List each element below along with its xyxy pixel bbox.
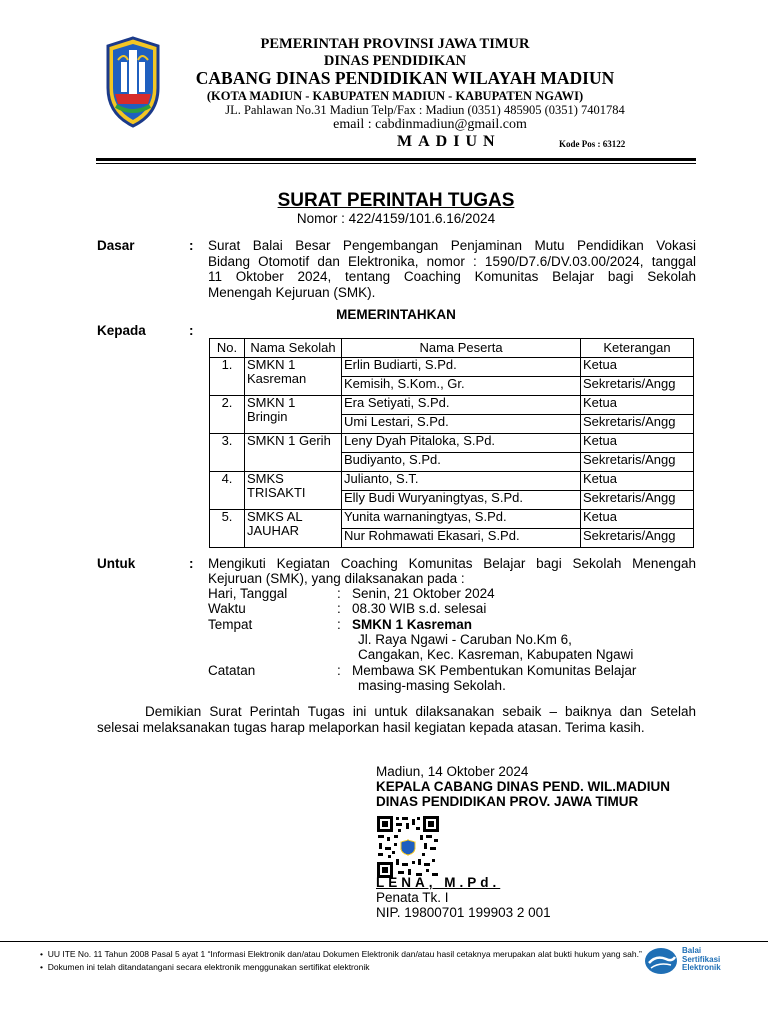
- dasar-label: Dasar: [97, 238, 135, 253]
- signature-name: LENA, M.Pd.: [376, 875, 501, 890]
- footer-note2: [40, 962, 369, 972]
- catatan-line2: masing-masing Sekolah.: [358, 678, 506, 693]
- document-title: SURAT PERINTAH TUGAS: [277, 190, 515, 211]
- participants-table: [209, 338, 694, 548]
- signature-place-date: Madiun, 14 Oktober 2024: [376, 764, 529, 779]
- hari-colon: :: [337, 586, 341, 601]
- table-row: [210, 472, 694, 491]
- closing-line2: selesai melaksanakan tugas harap melaporkan hasil kegiatan kepada atasan. Terima kasih.: [97, 720, 645, 735]
- tempat-name: SMKN 1 Kasreman: [352, 617, 473, 632]
- row-participant: Budiyanto, S.Pd.: [342, 453, 581, 472]
- bullet-icon: •: [40, 949, 48, 959]
- header-no: No.: [210, 339, 245, 358]
- row-participant: Leny Dyah Pitaloka, S.Pd.: [342, 434, 581, 453]
- row-role: Sekretaris/Angg: [581, 415, 694, 434]
- untuk-line1: Mengikuti Kegiatan Coaching Komunitas Belajar bagi Sekolah Menengah: [208, 556, 696, 571]
- qr-code-icon: [376, 815, 440, 879]
- header-keterangan: Keterangan: [581, 339, 694, 358]
- footer-note1-text: UU ITE No. 11 Tahun 2008 Pasal 5 ayat 1 “Informasi Elektronik dan/atau Dokumen Elektronik dan/atau hasil cetaknya merupakan alat bukti hukum yang sah.”: [47, 949, 642, 959]
- waktu-value: 08.30 WIB s.d. selesai: [352, 601, 487, 616]
- dasar-text: [208, 238, 696, 300]
- bsre-logo-icon: [644, 946, 678, 976]
- letterhead-email: email : cabdinmadiun@gmail.com: [333, 117, 527, 132]
- row-school: SMKN 1 Bringin: [245, 396, 342, 434]
- table-header-row: [210, 339, 694, 358]
- letterhead-address: JL. Pahlawan No.31 Madiun Telp/Fax : Madiun (0351) 485905 (0351) 7401784: [225, 103, 625, 117]
- row-no: 4.: [210, 472, 245, 510]
- tempat-address1: Jl. Raya Ngawi - Caruban No.Km 6,: [358, 632, 572, 647]
- tempat-colon: :: [337, 617, 341, 632]
- row-role: Sekretaris/Angg: [581, 529, 694, 548]
- row-school: SMKN 1 Gerih: [245, 434, 342, 472]
- closing-line1: Demikian Surat Perintah Tugas ini untuk dilaksanakan sebaik – baiknya dan Setelah: [145, 704, 696, 719]
- catatan-label: Catatan: [208, 663, 256, 678]
- row-participant: Era Setiyati, S.Pd.: [342, 396, 581, 415]
- hari-label: Hari, Tanggal: [208, 586, 288, 601]
- row-school: SMKN 1 Kasreman: [245, 358, 342, 396]
- row-role: Ketua: [581, 472, 694, 491]
- bsre-line2: Sertifikasi: [682, 954, 721, 964]
- table-row: [210, 434, 694, 453]
- table-row: [210, 396, 694, 415]
- row-no: 2.: [210, 396, 245, 434]
- row-participant: Erlin Budiarti, S.Pd.: [342, 358, 581, 377]
- table-row: [210, 510, 694, 529]
- catatan-colon: :: [337, 663, 341, 678]
- row-participant: Kemisih, S.Kom., Gr.: [342, 377, 581, 396]
- dasar-line: 11 Oktober 2024, tentang Coaching Komunitas Belajar bagi Sekolah: [208, 269, 696, 284]
- footer-rule: [0, 941, 768, 942]
- footer-note1: [40, 949, 642, 959]
- row-participant: Umi Lestari, S.Pd.: [342, 415, 581, 434]
- dasar-colon: :: [189, 238, 194, 253]
- letterhead-rule-thin: [96, 163, 696, 164]
- row-role: Ketua: [581, 358, 694, 377]
- bsre-line1: Balai: [682, 946, 702, 955]
- provincial-emblem: [104, 36, 162, 128]
- dasar-line: Menengah Kejuruan (SMK).: [208, 284, 376, 300]
- table-row: [210, 358, 694, 377]
- row-role: Sekretaris/Angg: [581, 377, 694, 396]
- letterhead-line3: CABANG DINAS PENDIDIKAN WILAYAH MADIUN: [195, 68, 615, 88]
- untuk-line2: Kejuruan (SMK), yang dilaksanakan pada :: [208, 571, 465, 586]
- row-school: SMKS TRISAKTI: [245, 472, 342, 510]
- tempat-label: Tempat: [208, 617, 253, 632]
- letterhead-line2: DINAS PENDIDIKAN: [323, 53, 467, 69]
- untuk-label: Untuk: [97, 556, 136, 571]
- row-role: Ketua: [581, 510, 694, 529]
- dasar-line: Surat Balai Besar Pengembangan Penjaminan Mutu Pendidikan Vokasi: [208, 238, 696, 253]
- kepada-label: Kepada: [97, 323, 146, 338]
- row-role: Ketua: [581, 434, 694, 453]
- row-role: Ketua: [581, 396, 694, 415]
- signature-position2: DINAS PENDIDIKAN PROV. JAWA TIMUR: [376, 794, 639, 809]
- catatan-line1: Membawa SK Pembentukan Komunitas Belajar: [352, 663, 637, 678]
- header-sekolah: Nama Sekolah: [245, 339, 342, 358]
- letterhead-city: MADIUN: [397, 133, 501, 150]
- bullet-icon: •: [40, 962, 48, 972]
- kepada-colon: :: [189, 323, 194, 338]
- signature-rank: Penata Tk. I: [376, 890, 449, 905]
- waktu-colon: :: [337, 601, 341, 616]
- bsre-line3: Elektronik: [682, 963, 721, 972]
- row-participant: Julianto, S.T.: [342, 472, 581, 491]
- row-role: Sekretaris/Angg: [581, 453, 694, 472]
- waktu-label: Waktu: [208, 601, 246, 616]
- row-participant: Nur Rohmawati Ekasari, S.Pd.: [342, 529, 581, 548]
- row-no: 5.: [210, 510, 245, 548]
- row-no: 1.: [210, 358, 245, 396]
- row-participant: Elly Budi Wuryaningtyas, S.Pd.: [342, 491, 581, 510]
- letterhead-line4: (KOTA MADIUN - KABUPATEN MADIUN - KABUPATEN NGAWI): [206, 89, 584, 103]
- bsre-label: [682, 947, 721, 973]
- row-participant: Yunita warnaningtyas, S.Pd.: [342, 510, 581, 529]
- hari-value: Senin, 21 Oktober 2024: [352, 586, 495, 601]
- letterhead-postal-code: Kode Pos : 63122: [559, 139, 626, 149]
- row-no: 3.: [210, 434, 245, 472]
- letterhead-line1: PEMERINTAH PROVINSI JAWA TIMUR: [260, 36, 530, 52]
- document-number: Nomor : 422/4159/101.6.16/2024: [296, 211, 496, 226]
- signature-position1: KEPALA CABANG DINAS PEND. WIL.MADIUN: [376, 779, 670, 794]
- footer-note2-text: Dokumen ini telah ditandatangani secara elektronik menggunakan sertifikat elektronik: [47, 962, 370, 972]
- letterhead-rule-thick: [96, 158, 696, 161]
- dasar-line: Bidang Otomotif dan Elektronika, nomor : 1590/D7.6/DV.03.00/2024, tanggal: [208, 253, 696, 269]
- memerintahkan-heading: MEMERINTAHKAN: [336, 307, 456, 322]
- signature-nip: NIP. 19800701 199903 2 001: [376, 905, 551, 920]
- untuk-colon: :: [189, 556, 194, 571]
- header-peserta: Nama Peserta: [342, 339, 581, 358]
- row-role: Sekretaris/Angg: [581, 491, 694, 510]
- tempat-address2: Cangakan, Kec. Kasreman, Kabupaten Ngawi: [358, 647, 634, 662]
- row-school: SMKS AL JAUHAR: [245, 510, 342, 548]
